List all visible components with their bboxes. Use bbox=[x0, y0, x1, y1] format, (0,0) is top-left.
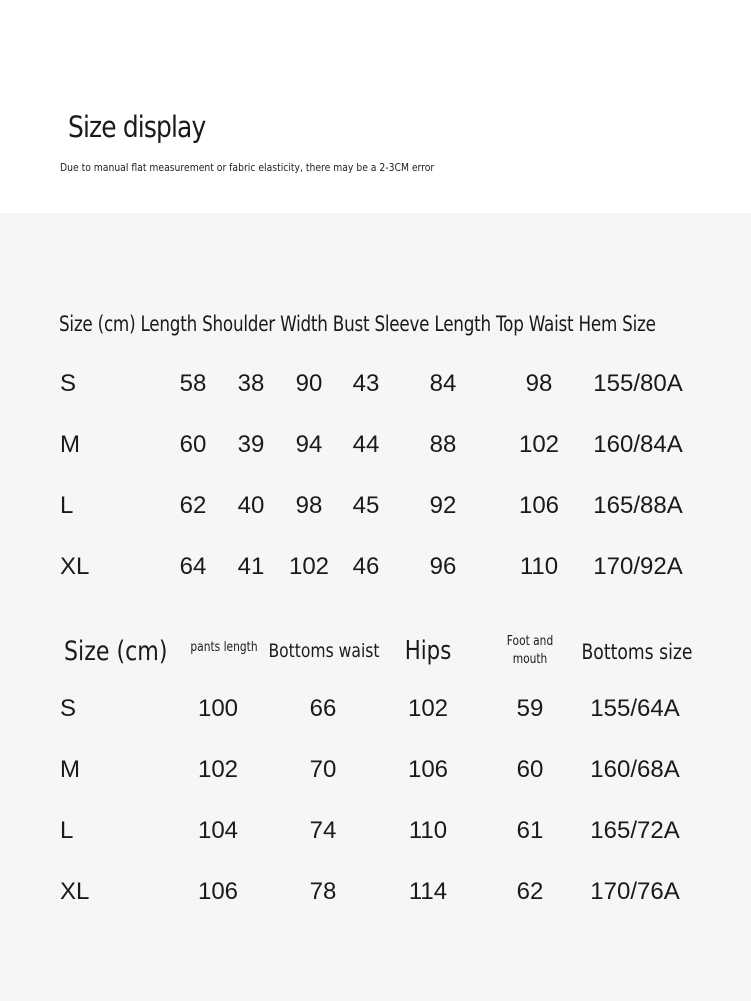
top-table-size-cell: L bbox=[60, 492, 74, 519]
bottom-table-cell: 59 bbox=[516, 695, 544, 722]
top-table-cell: 165/88A bbox=[593, 492, 683, 519]
top-table-header: Size (cm) Length Shoulder Width Bust Sleeve Length Top Waist Hem Size bbox=[59, 312, 656, 336]
bottom-table-cell: 165/72A bbox=[590, 817, 680, 844]
bottom-table-cell: 74 bbox=[309, 817, 337, 844]
bottom-table-size-cell: XL bbox=[60, 878, 90, 905]
bottom-table-cell: 170/76A bbox=[590, 878, 680, 905]
bottom-table-size-cell: L bbox=[60, 817, 74, 844]
bottom-header-hips: Hips bbox=[404, 636, 452, 666]
top-table-cell: 43 bbox=[352, 370, 380, 397]
top-table-size-cell: XL bbox=[60, 553, 90, 580]
bottom-table-cell: 106 bbox=[197, 878, 239, 905]
measurement-note: Due to manual flat measurement or fabric elasticity, there may be a 2-3CM error bbox=[60, 161, 435, 174]
top-table-cell: 38 bbox=[237, 370, 265, 397]
top-table-cell: 39 bbox=[237, 431, 265, 458]
top-table-cell: 60 bbox=[179, 431, 207, 458]
bottom-table-cell: 102 bbox=[197, 756, 239, 783]
top-table-cell: 160/84A bbox=[593, 431, 683, 458]
bottom-header-mouth: mouth bbox=[512, 652, 548, 667]
bottom-table-cell: 62 bbox=[516, 878, 544, 905]
bottom-table-cell: 61 bbox=[516, 817, 544, 844]
bottom-header-bottoms-waist: Bottoms waist bbox=[268, 640, 380, 662]
bottom-table-cell: 102 bbox=[407, 695, 449, 722]
bottom-table-cell: 160/68A bbox=[590, 756, 680, 783]
top-table-cell: 40 bbox=[237, 492, 265, 519]
top-table-cell: 64 bbox=[179, 553, 207, 580]
top-table-cell: 62 bbox=[179, 492, 207, 519]
bottom-table-size-cell: M bbox=[60, 756, 80, 783]
top-table-cell: 155/80A bbox=[593, 370, 683, 397]
bottom-table-cell: 78 bbox=[309, 878, 337, 905]
top-table-cell: 44 bbox=[352, 431, 380, 458]
top-table-cell: 170/92A bbox=[593, 553, 683, 580]
top-table-cell: 110 bbox=[519, 553, 559, 580]
top-table-size-cell: S bbox=[60, 370, 77, 397]
top-table-cell: 88 bbox=[429, 431, 457, 458]
top-table-cell: 84 bbox=[429, 370, 457, 397]
bottom-table-cell: 106 bbox=[407, 756, 449, 783]
header-section bbox=[0, 0, 751, 213]
bottom-header-bottoms-size: Bottoms size bbox=[581, 640, 693, 664]
bottom-table-cell: 60 bbox=[516, 756, 544, 783]
page-title: Size display bbox=[68, 110, 206, 144]
bottom-header-foot-and: Foot and bbox=[506, 634, 554, 649]
top-table-cell: 45 bbox=[352, 492, 380, 519]
bottom-table-cell: 114 bbox=[408, 878, 448, 905]
bottom-table-cell: 66 bbox=[309, 695, 337, 722]
top-table-size-cell: M bbox=[60, 431, 80, 458]
top-table-cell: 102 bbox=[288, 553, 330, 580]
bottom-table-size-cell: S bbox=[60, 695, 77, 722]
top-table-cell: 92 bbox=[429, 492, 457, 519]
top-table-cell: 46 bbox=[352, 553, 380, 580]
top-table-cell: 58 bbox=[179, 370, 207, 397]
top-table-cell: 98 bbox=[525, 370, 553, 397]
bottom-table-cell: 100 bbox=[197, 695, 239, 722]
bottom-table-cell: 104 bbox=[197, 817, 239, 844]
bottom-table-cell: 110 bbox=[408, 817, 448, 844]
top-table-cell: 41 bbox=[237, 553, 265, 580]
bottom-header-pants-length: pants length bbox=[190, 640, 258, 655]
bottom-header-size: Size (cm) bbox=[64, 636, 168, 667]
top-table-cell: 94 bbox=[295, 431, 323, 458]
top-table-cell: 98 bbox=[295, 492, 323, 519]
top-table-cell: 90 bbox=[295, 370, 323, 397]
bottom-table-cell: 70 bbox=[309, 756, 337, 783]
bottom-table-cell: 155/64A bbox=[590, 695, 680, 722]
top-table-cell: 106 bbox=[518, 492, 560, 519]
top-table-cell: 96 bbox=[429, 553, 457, 580]
top-table-cell: 102 bbox=[518, 431, 560, 458]
